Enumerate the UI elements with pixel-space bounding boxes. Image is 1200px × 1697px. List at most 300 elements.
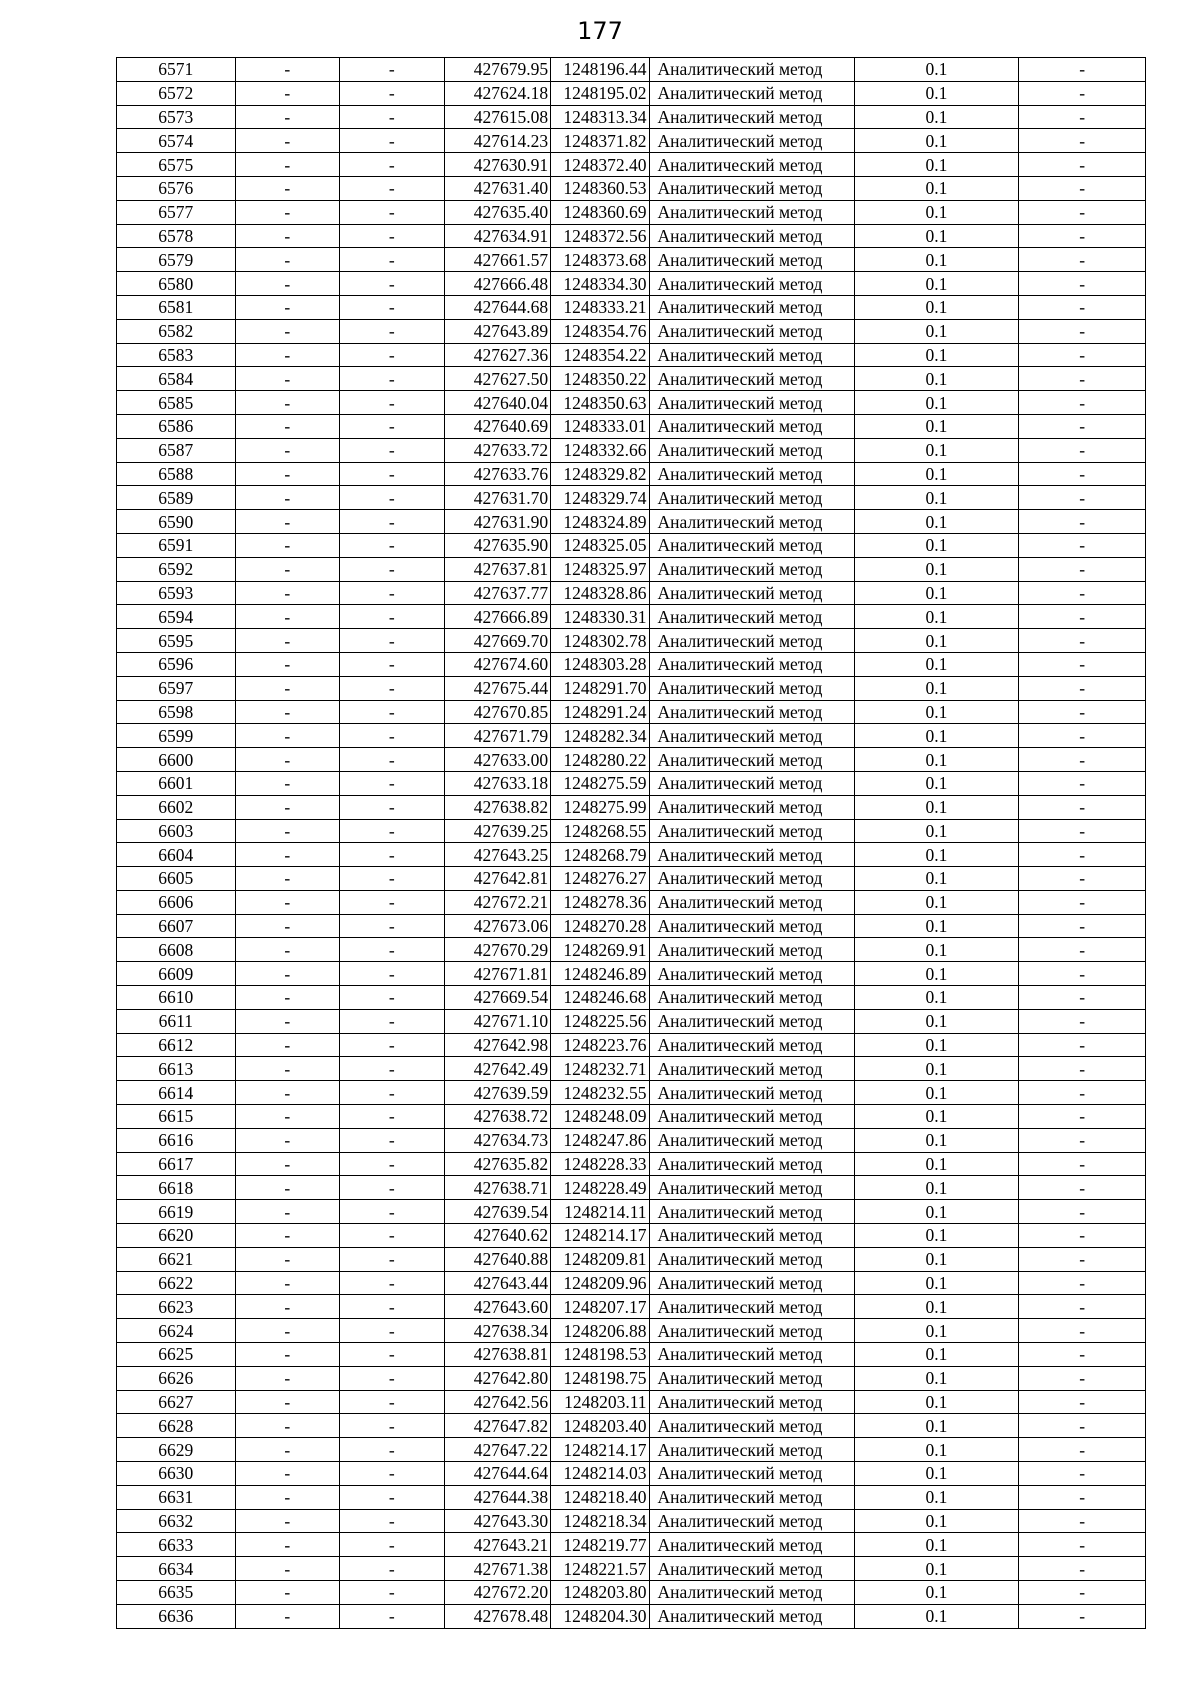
- accuracy-cell: 0.1: [854, 81, 1019, 105]
- x-coordinate-cell: 427637.77: [444, 581, 551, 605]
- description-cell: -: [1019, 1057, 1146, 1081]
- empty-cell-a: -: [235, 1462, 340, 1486]
- empty-cell-b: -: [340, 1295, 445, 1319]
- empty-cell-b: -: [340, 1390, 445, 1414]
- point-number-cell: 6597: [117, 676, 236, 700]
- y-coordinate-cell: 1248198.75: [551, 1366, 649, 1390]
- accuracy-cell: 0.1: [854, 176, 1019, 200]
- y-coordinate-cell: 1248232.55: [551, 1081, 649, 1105]
- description-cell: -: [1019, 1485, 1146, 1509]
- table-row: [117, 367, 1146, 391]
- point-number-cell: 6622: [117, 1271, 236, 1295]
- empty-cell-a: -: [235, 1343, 340, 1367]
- y-coordinate-cell: 1248325.05: [551, 533, 649, 557]
- accuracy-cell: 0.1: [854, 1176, 1019, 1200]
- x-coordinate-cell: 427633.72: [444, 438, 551, 462]
- table-row: [117, 462, 1146, 486]
- point-number-cell: 6635: [117, 1581, 236, 1605]
- description-cell: -: [1019, 819, 1146, 843]
- description-cell: -: [1019, 248, 1146, 272]
- method-cell: Аналитический метод: [649, 748, 854, 772]
- empty-cell-b: -: [340, 748, 445, 772]
- point-number-cell: 6604: [117, 843, 236, 867]
- empty-cell-a: -: [235, 914, 340, 938]
- table-row: [117, 1295, 1146, 1319]
- x-coordinate-cell: 427631.40: [444, 176, 551, 200]
- point-number-cell: 6571: [117, 58, 236, 82]
- accuracy-cell: 0.1: [854, 391, 1019, 415]
- empty-cell-b: -: [340, 295, 445, 319]
- empty-cell-b: -: [340, 319, 445, 343]
- x-coordinate-cell: 427635.90: [444, 533, 551, 557]
- table-row: [117, 1462, 1146, 1486]
- x-coordinate-cell: 427642.49: [444, 1057, 551, 1081]
- accuracy-cell: 0.1: [854, 724, 1019, 748]
- method-cell: Аналитический метод: [649, 81, 854, 105]
- method-cell: Аналитический метод: [649, 938, 854, 962]
- x-coordinate-cell: 427638.71: [444, 1176, 551, 1200]
- empty-cell-a: -: [235, 1009, 340, 1033]
- point-number-cell: 6580: [117, 272, 236, 296]
- point-number-cell: 6585: [117, 391, 236, 415]
- accuracy-cell: 0.1: [854, 1366, 1019, 1390]
- point-number-cell: 6577: [117, 200, 236, 224]
- table-row: [117, 819, 1146, 843]
- method-cell: Аналитический метод: [649, 1057, 854, 1081]
- empty-cell-b: -: [340, 1009, 445, 1033]
- accuracy-cell: 0.1: [854, 652, 1019, 676]
- description-cell: -: [1019, 676, 1146, 700]
- empty-cell-b: -: [340, 1343, 445, 1367]
- accuracy-cell: 0.1: [854, 533, 1019, 557]
- table-row: [117, 153, 1146, 177]
- method-cell: Аналитический метод: [649, 1128, 854, 1152]
- table-row: [117, 581, 1146, 605]
- y-coordinate-cell: 1248218.34: [551, 1509, 649, 1533]
- empty-cell-b: -: [340, 1128, 445, 1152]
- empty-cell-b: -: [340, 1319, 445, 1343]
- empty-cell-b: -: [340, 1176, 445, 1200]
- accuracy-cell: 0.1: [854, 1319, 1019, 1343]
- table-row: [117, 795, 1146, 819]
- empty-cell-a: -: [235, 438, 340, 462]
- y-coordinate-cell: 1248372.56: [551, 224, 649, 248]
- table-row: [117, 343, 1146, 367]
- method-cell: Аналитический метод: [649, 986, 854, 1010]
- empty-cell-a: -: [235, 1295, 340, 1319]
- accuracy-cell: 0.1: [854, 557, 1019, 581]
- y-coordinate-cell: 1248328.86: [551, 581, 649, 605]
- point-number-cell: 6574: [117, 129, 236, 153]
- empty-cell-a: -: [235, 462, 340, 486]
- accuracy-cell: 0.1: [854, 462, 1019, 486]
- x-coordinate-cell: 427671.79: [444, 724, 551, 748]
- method-cell: Аналитический метод: [649, 1581, 854, 1605]
- description-cell: -: [1019, 343, 1146, 367]
- point-number-cell: 6628: [117, 1414, 236, 1438]
- empty-cell-b: -: [340, 795, 445, 819]
- description-cell: -: [1019, 462, 1146, 486]
- x-coordinate-cell: 427640.04: [444, 391, 551, 415]
- table-row: [117, 1485, 1146, 1509]
- point-number-cell: 6624: [117, 1319, 236, 1343]
- x-coordinate-cell: 427631.70: [444, 486, 551, 510]
- empty-cell-a: -: [235, 700, 340, 724]
- description-cell: -: [1019, 1438, 1146, 1462]
- table-row: [117, 914, 1146, 938]
- accuracy-cell: 0.1: [854, 1604, 1019, 1628]
- point-number-cell: 6609: [117, 962, 236, 986]
- point-number-cell: 6606: [117, 890, 236, 914]
- method-cell: Аналитический метод: [649, 224, 854, 248]
- method-cell: Аналитический метод: [649, 486, 854, 510]
- empty-cell-a: -: [235, 105, 340, 129]
- y-coordinate-cell: 1248196.44: [551, 58, 649, 82]
- accuracy-cell: 0.1: [854, 1200, 1019, 1224]
- empty-cell-a: -: [235, 272, 340, 296]
- x-coordinate-cell: 427639.59: [444, 1081, 551, 1105]
- empty-cell-a: -: [235, 962, 340, 986]
- method-cell: Аналитический метод: [649, 1033, 854, 1057]
- empty-cell-b: -: [340, 938, 445, 962]
- point-number-cell: 6578: [117, 224, 236, 248]
- empty-cell-b: -: [340, 557, 445, 581]
- method-cell: Аналитический метод: [649, 1319, 854, 1343]
- table-row: [117, 724, 1146, 748]
- empty-cell-b: -: [340, 605, 445, 629]
- table-row: [117, 1105, 1146, 1129]
- y-coordinate-cell: 1248360.53: [551, 176, 649, 200]
- table-row: [117, 890, 1146, 914]
- empty-cell-b: -: [340, 1105, 445, 1129]
- point-number-cell: 6631: [117, 1485, 236, 1509]
- y-coordinate-cell: 1248313.34: [551, 105, 649, 129]
- empty-cell-a: -: [235, 1200, 340, 1224]
- description-cell: -: [1019, 724, 1146, 748]
- point-number-cell: 6600: [117, 748, 236, 772]
- table-row: [117, 1604, 1146, 1628]
- x-coordinate-cell: 427644.68: [444, 295, 551, 319]
- description-cell: -: [1019, 153, 1146, 177]
- point-number-cell: 6605: [117, 867, 236, 891]
- empty-cell-b: -: [340, 676, 445, 700]
- x-coordinate-cell: 427672.20: [444, 1581, 551, 1605]
- x-coordinate-cell: 427669.70: [444, 629, 551, 653]
- empty-cell-a: -: [235, 533, 340, 557]
- table-row: [117, 1414, 1146, 1438]
- point-number-cell: 6594: [117, 605, 236, 629]
- empty-cell-b: -: [340, 700, 445, 724]
- empty-cell-a: -: [235, 1224, 340, 1248]
- point-number-cell: 6599: [117, 724, 236, 748]
- point-number-cell: 6616: [117, 1128, 236, 1152]
- point-number-cell: 6617: [117, 1152, 236, 1176]
- point-number-cell: 6590: [117, 510, 236, 534]
- accuracy-cell: 0.1: [854, 771, 1019, 795]
- y-coordinate-cell: 1248373.68: [551, 248, 649, 272]
- y-coordinate-cell: 1248371.82: [551, 129, 649, 153]
- table-row: [117, 1200, 1146, 1224]
- empty-cell-b: -: [340, 1152, 445, 1176]
- table-row: [117, 652, 1146, 676]
- empty-cell-a: -: [235, 224, 340, 248]
- table-row: [117, 105, 1146, 129]
- y-coordinate-cell: 1248218.40: [551, 1485, 649, 1509]
- y-coordinate-cell: 1248203.80: [551, 1581, 649, 1605]
- point-number-cell: 6601: [117, 771, 236, 795]
- description-cell: -: [1019, 58, 1146, 82]
- description-cell: -: [1019, 652, 1146, 676]
- empty-cell-b: -: [340, 986, 445, 1010]
- empty-cell-a: -: [235, 1581, 340, 1605]
- x-coordinate-cell: 427615.08: [444, 105, 551, 129]
- accuracy-cell: 0.1: [854, 962, 1019, 986]
- point-number-cell: 6572: [117, 81, 236, 105]
- method-cell: Аналитический метод: [649, 1557, 854, 1581]
- method-cell: Аналитический метод: [649, 867, 854, 891]
- empty-cell-a: -: [235, 1366, 340, 1390]
- y-coordinate-cell: 1248372.40: [551, 153, 649, 177]
- table-row: [117, 1009, 1146, 1033]
- x-coordinate-cell: 427644.38: [444, 1485, 551, 1509]
- table-row: [117, 200, 1146, 224]
- table-row: [117, 1152, 1146, 1176]
- x-coordinate-cell: 427670.29: [444, 938, 551, 962]
- method-cell: Аналитический метод: [649, 1081, 854, 1105]
- x-coordinate-cell: 427638.81: [444, 1343, 551, 1367]
- table-row: [117, 248, 1146, 272]
- method-cell: Аналитический метод: [649, 391, 854, 415]
- method-cell: Аналитический метод: [649, 1176, 854, 1200]
- empty-cell-a: -: [235, 890, 340, 914]
- accuracy-cell: 0.1: [854, 1009, 1019, 1033]
- y-coordinate-cell: 1248291.70: [551, 676, 649, 700]
- method-cell: Аналитический метод: [649, 248, 854, 272]
- description-cell: -: [1019, 748, 1146, 772]
- empty-cell-a: -: [235, 367, 340, 391]
- empty-cell-b: -: [340, 58, 445, 82]
- y-coordinate-cell: 1248219.77: [551, 1533, 649, 1557]
- method-cell: Аналитический метод: [649, 129, 854, 153]
- accuracy-cell: 0.1: [854, 795, 1019, 819]
- y-coordinate-cell: 1248214.11: [551, 1200, 649, 1224]
- accuracy-cell: 0.1: [854, 1581, 1019, 1605]
- empty-cell-a: -: [235, 1319, 340, 1343]
- method-cell: Аналитический метод: [649, 1509, 854, 1533]
- description-cell: -: [1019, 1604, 1146, 1628]
- y-coordinate-cell: 1248228.49: [551, 1176, 649, 1200]
- accuracy-cell: 0.1: [854, 58, 1019, 82]
- empty-cell-a: -: [235, 343, 340, 367]
- y-coordinate-cell: 1248324.89: [551, 510, 649, 534]
- x-coordinate-cell: 427631.90: [444, 510, 551, 534]
- method-cell: Аналитический метод: [649, 1485, 854, 1509]
- y-coordinate-cell: 1248232.71: [551, 1057, 649, 1081]
- point-number-cell: 6636: [117, 1604, 236, 1628]
- accuracy-cell: 0.1: [854, 319, 1019, 343]
- description-cell: -: [1019, 319, 1146, 343]
- x-coordinate-cell: 427643.30: [444, 1509, 551, 1533]
- point-number-cell: 6623: [117, 1295, 236, 1319]
- x-coordinate-cell: 427633.76: [444, 462, 551, 486]
- point-number-cell: 6598: [117, 700, 236, 724]
- y-coordinate-cell: 1248275.99: [551, 795, 649, 819]
- accuracy-cell: 0.1: [854, 890, 1019, 914]
- x-coordinate-cell: 427642.80: [444, 1366, 551, 1390]
- x-coordinate-cell: 427669.54: [444, 986, 551, 1010]
- x-coordinate-cell: 427670.85: [444, 700, 551, 724]
- empty-cell-a: -: [235, 843, 340, 867]
- x-coordinate-cell: 427642.98: [444, 1033, 551, 1057]
- y-coordinate-cell: 1248214.03: [551, 1462, 649, 1486]
- point-number-cell: 6614: [117, 1081, 236, 1105]
- y-coordinate-cell: 1248350.22: [551, 367, 649, 391]
- accuracy-cell: 0.1: [854, 272, 1019, 296]
- table-row: [117, 1581, 1146, 1605]
- table-row: [117, 295, 1146, 319]
- y-coordinate-cell: 1248280.22: [551, 748, 649, 772]
- method-cell: Аналитический метод: [649, 629, 854, 653]
- y-coordinate-cell: 1248247.86: [551, 1128, 649, 1152]
- y-coordinate-cell: 1248276.27: [551, 867, 649, 891]
- accuracy-cell: 0.1: [854, 438, 1019, 462]
- x-coordinate-cell: 427624.18: [444, 81, 551, 105]
- y-coordinate-cell: 1248204.30: [551, 1604, 649, 1628]
- accuracy-cell: 0.1: [854, 1533, 1019, 1557]
- x-coordinate-cell: 427637.81: [444, 557, 551, 581]
- empty-cell-b: -: [340, 343, 445, 367]
- empty-cell-b: -: [340, 200, 445, 224]
- empty-cell-b: -: [340, 843, 445, 867]
- point-number-cell: 6589: [117, 486, 236, 510]
- accuracy-cell: 0.1: [854, 1295, 1019, 1319]
- table-row: [117, 1509, 1146, 1533]
- table-row: [117, 176, 1146, 200]
- accuracy-cell: 0.1: [854, 581, 1019, 605]
- accuracy-cell: 0.1: [854, 1152, 1019, 1176]
- x-coordinate-cell: 427661.57: [444, 248, 551, 272]
- table-row: [117, 1033, 1146, 1057]
- x-coordinate-cell: 427634.91: [444, 224, 551, 248]
- table-row: [117, 771, 1146, 795]
- x-coordinate-cell: 427673.06: [444, 914, 551, 938]
- y-coordinate-cell: 1248207.17: [551, 1295, 649, 1319]
- x-coordinate-cell: 427633.18: [444, 771, 551, 795]
- empty-cell-b: -: [340, 1057, 445, 1081]
- method-cell: Аналитический метод: [649, 1366, 854, 1390]
- empty-cell-b: -: [340, 248, 445, 272]
- table-row: [117, 938, 1146, 962]
- point-number-cell: 6630: [117, 1462, 236, 1486]
- table-row: [117, 414, 1146, 438]
- description-cell: -: [1019, 1271, 1146, 1295]
- y-coordinate-cell: 1248268.55: [551, 819, 649, 843]
- accuracy-cell: 0.1: [854, 414, 1019, 438]
- description-cell: -: [1019, 962, 1146, 986]
- point-number-cell: 6579: [117, 248, 236, 272]
- method-cell: Аналитический метод: [649, 462, 854, 486]
- point-number-cell: 6602: [117, 795, 236, 819]
- table-row: [117, 676, 1146, 700]
- empty-cell-a: -: [235, 676, 340, 700]
- description-cell: -: [1019, 367, 1146, 391]
- y-coordinate-cell: 1248246.89: [551, 962, 649, 986]
- accuracy-cell: 0.1: [854, 105, 1019, 129]
- accuracy-cell: 0.1: [854, 486, 1019, 510]
- empty-cell-b: -: [340, 1081, 445, 1105]
- accuracy-cell: 0.1: [854, 819, 1019, 843]
- accuracy-cell: 0.1: [854, 343, 1019, 367]
- description-cell: -: [1019, 938, 1146, 962]
- empty-cell-a: -: [235, 867, 340, 891]
- point-number-cell: 6608: [117, 938, 236, 962]
- table-row: [117, 58, 1146, 82]
- accuracy-cell: 0.1: [854, 748, 1019, 772]
- empty-cell-a: -: [235, 1604, 340, 1628]
- empty-cell-b: -: [340, 486, 445, 510]
- x-coordinate-cell: 427679.95: [444, 58, 551, 82]
- method-cell: Аналитический метод: [649, 295, 854, 319]
- empty-cell-a: -: [235, 248, 340, 272]
- x-coordinate-cell: 427644.64: [444, 1462, 551, 1486]
- empty-cell-b: -: [340, 1033, 445, 1057]
- y-coordinate-cell: 1248209.96: [551, 1271, 649, 1295]
- table-row: [117, 629, 1146, 653]
- description-cell: -: [1019, 1128, 1146, 1152]
- empty-cell-b: -: [340, 1224, 445, 1248]
- y-coordinate-cell: 1248360.69: [551, 200, 649, 224]
- y-coordinate-cell: 1248221.57: [551, 1557, 649, 1581]
- description-cell: -: [1019, 795, 1146, 819]
- method-cell: Аналитический метод: [649, 843, 854, 867]
- table-row: [117, 1390, 1146, 1414]
- point-number-cell: 6625: [117, 1343, 236, 1367]
- method-cell: Аналитический метод: [649, 581, 854, 605]
- description-cell: -: [1019, 1295, 1146, 1319]
- method-cell: Аналитический метод: [649, 319, 854, 343]
- table-row: [117, 1057, 1146, 1081]
- method-cell: Аналитический метод: [649, 962, 854, 986]
- x-coordinate-cell: 427640.88: [444, 1247, 551, 1271]
- empty-cell-b: -: [340, 367, 445, 391]
- empty-cell-a: -: [235, 724, 340, 748]
- method-cell: Аналитический метод: [649, 652, 854, 676]
- point-number-cell: 6587: [117, 438, 236, 462]
- empty-cell-a: -: [235, 153, 340, 177]
- empty-cell-b: -: [340, 1200, 445, 1224]
- y-coordinate-cell: 1248334.30: [551, 272, 649, 296]
- method-cell: Аналитический метод: [649, 1247, 854, 1271]
- empty-cell-b: -: [340, 914, 445, 938]
- accuracy-cell: 0.1: [854, 605, 1019, 629]
- method-cell: Аналитический метод: [649, 1009, 854, 1033]
- accuracy-cell: 0.1: [854, 129, 1019, 153]
- accuracy-cell: 0.1: [854, 1271, 1019, 1295]
- empty-cell-a: -: [235, 1557, 340, 1581]
- table-body: [117, 58, 1146, 1629]
- y-coordinate-cell: 1248225.56: [551, 1009, 649, 1033]
- empty-cell-a: -: [235, 510, 340, 534]
- point-number-cell: 6595: [117, 629, 236, 653]
- y-coordinate-cell: 1248246.68: [551, 986, 649, 1010]
- description-cell: -: [1019, 81, 1146, 105]
- method-cell: Аналитический метод: [649, 1105, 854, 1129]
- table-row: [117, 510, 1146, 534]
- point-number-cell: 6584: [117, 367, 236, 391]
- point-number-cell: 6576: [117, 176, 236, 200]
- empty-cell-a: -: [235, 1105, 340, 1129]
- y-coordinate-cell: 1248270.28: [551, 914, 649, 938]
